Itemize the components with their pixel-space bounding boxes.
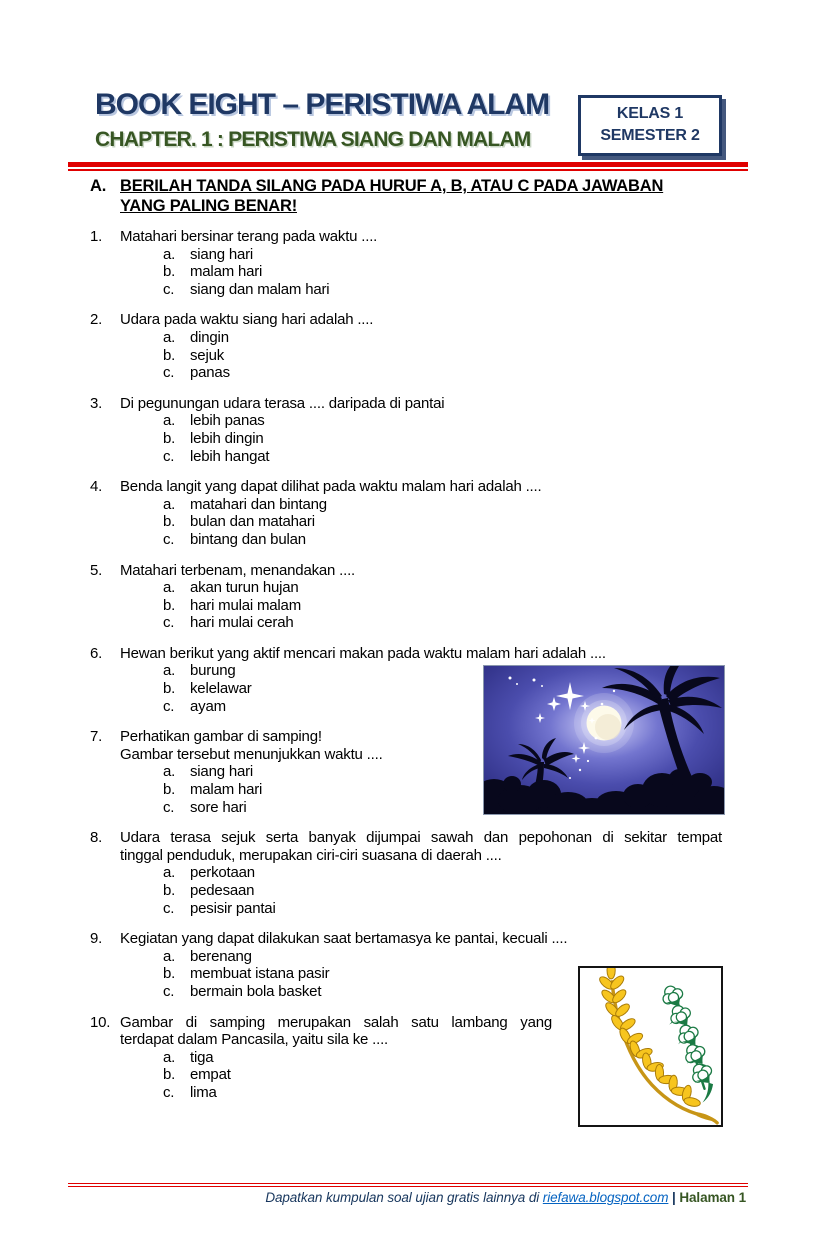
option-b: [163, 347, 722, 365]
options-list: [163, 579, 722, 632]
options-list: [163, 329, 722, 382]
option-c: [163, 531, 722, 549]
option-text: lebih hangat: [190, 447, 270, 465]
option-text: dingin: [190, 328, 229, 346]
option-letter: b.: [163, 263, 176, 281]
question-text-line2: tinggal penduduk, merupakan ciri-ciri suasana di daerah ....: [120, 846, 502, 864]
badge-class: KELAS 1: [616, 105, 684, 122]
section-instruction-line1: BERILAH TANDA SILANG PADA HURUF A, B, ATAU C PADA JAWABAN: [120, 177, 664, 195]
question-1: [90, 228, 722, 298]
option-text: malam hari: [190, 263, 263, 281]
option-letter: b.: [163, 429, 176, 447]
option-text: empat: [190, 1066, 231, 1084]
section-a-heading: [90, 176, 722, 216]
option-text: ayam: [190, 697, 226, 715]
section-instruction: [120, 176, 663, 216]
option-letter: a.: [163, 763, 176, 781]
question-number: 6.: [90, 644, 103, 662]
option-text: pedesaan: [190, 882, 255, 899]
question-number: 9.: [90, 930, 103, 948]
option-letter: b.: [163, 965, 176, 983]
option-a: [163, 496, 722, 514]
question-text-line1: Gambar di samping merupakan salah satu lambang yang: [120, 1013, 552, 1031]
option-letter: c.: [163, 280, 175, 298]
question-number: 2.: [90, 311, 103, 329]
option-a: [163, 864, 722, 882]
question-number: 5.: [90, 561, 103, 579]
chapter-title: CHAPTER. 1 : PERISTIWA SIANG DAN MALAM: [95, 128, 531, 151]
night-scene-image: [483, 665, 725, 815]
option-letter: a.: [163, 328, 176, 346]
option-text: berenang: [190, 947, 252, 965]
class-semester-badge: [578, 95, 722, 156]
pancasila-padi-kapas-image: [578, 966, 723, 1127]
option-letter: c.: [163, 1083, 175, 1101]
footer-text: Dapatkan kumpulan soal ujian gratis lainnya di: [265, 1190, 543, 1205]
option-text: membuat istana pasir: [190, 965, 330, 983]
question-body: [120, 228, 722, 298]
question-text: Hewan berikut yang aktif mencari makan pada waktu malam hari adalah ....: [120, 644, 606, 662]
option-b: [163, 430, 722, 448]
question-body: [120, 829, 722, 917]
options-list: [163, 864, 722, 917]
option-text: sore hari: [190, 798, 247, 816]
question-number: 8.: [90, 829, 103, 847]
question-body: [120, 311, 722, 381]
question-body: [120, 395, 722, 465]
section-label: A.: [90, 177, 107, 195]
option-letter: a.: [163, 947, 176, 965]
question-text: Benda langit yang dapat dilihat pada waktu malam hari adalah ....: [120, 478, 542, 496]
question-5: [90, 562, 722, 632]
question-text: Udara pada waktu siang hari adalah ....: [120, 311, 374, 329]
question-text-line2: terdapat dalam Pancasila, yaitu sila ke ....: [120, 1031, 389, 1049]
question-2: [90, 311, 722, 381]
option-text: sejuk: [190, 346, 225, 364]
option-text: kelelawar: [190, 680, 252, 698]
option-b: [163, 882, 722, 900]
option-text: bermain bola basket: [190, 982, 322, 1000]
option-text: burung: [190, 662, 236, 680]
option-a: [163, 246, 722, 264]
option-text: lima: [190, 1083, 217, 1101]
question-4: [90, 478, 722, 548]
footer-blog-link[interactable]: riefawa.blogspot.com: [542, 1190, 669, 1205]
option-letter: c.: [163, 447, 175, 465]
question-8: [90, 829, 722, 917]
option-letter: b.: [163, 680, 176, 698]
option-text: hari mulai cerah: [190, 614, 294, 632]
option-text: pesisir pantai: [190, 899, 276, 917]
question-body: [120, 562, 722, 632]
option-text: hari mulai malam: [190, 596, 301, 614]
option-b: [163, 513, 722, 531]
option-letter: b.: [163, 346, 176, 364]
option-letter: a.: [163, 864, 176, 882]
footer: [68, 1190, 746, 1205]
badge-semester: SEMESTER 2: [600, 126, 700, 144]
option-letter: c.: [163, 899, 175, 917]
option-letter: a.: [163, 245, 176, 263]
question-number: 1.: [90, 228, 103, 245]
option-letter: a.: [163, 495, 176, 513]
option-text: matahari dan bintang: [190, 495, 327, 513]
option-text: perkotaan: [190, 864, 255, 882]
option-text: bintang dan bulan: [190, 530, 306, 548]
option-letter: a.: [163, 412, 176, 430]
option-text: tiga: [190, 1048, 214, 1066]
question-number: 7.: [90, 728, 103, 746]
option-c: [163, 448, 722, 466]
question-number: 4.: [90, 478, 103, 496]
question-text: Matahari bersinar terang pada waktu ....: [120, 228, 378, 245]
option-letter: c.: [163, 530, 175, 548]
header-divider: [68, 162, 748, 171]
option-text: siang hari: [190, 763, 254, 781]
option-c: [163, 900, 722, 918]
book-title: BOOK EIGHT – PERISTIWA ALAM: [95, 88, 550, 121]
option-letter: c.: [163, 697, 175, 715]
option-letter: b.: [163, 513, 176, 531]
option-letter: a.: [163, 1048, 176, 1066]
option-text: panas: [190, 364, 230, 382]
option-letter: c.: [163, 982, 175, 1000]
option-text: bulan dan matahari: [190, 513, 315, 531]
option-text: lebih dingin: [190, 429, 264, 447]
question-body: [120, 478, 722, 548]
question-number: 3.: [90, 394, 103, 412]
option-letter: a.: [163, 662, 176, 680]
option-b: [163, 263, 722, 281]
footer-divider: [68, 1183, 748, 1187]
option-letter: c.: [163, 798, 175, 816]
option-b: [163, 597, 722, 615]
question-text: Matahari terbenam, menandakan ....: [120, 561, 356, 579]
option-letter: c.: [163, 614, 175, 632]
option-a: [163, 579, 722, 597]
options-list: [163, 412, 722, 465]
question-3: [90, 395, 722, 465]
question-number: 10.: [90, 1013, 111, 1031]
option-c: [163, 614, 722, 632]
footer-page-number: Halaman 1: [679, 1190, 746, 1205]
option-letter: b.: [163, 596, 176, 614]
option-text: lebih panas: [190, 412, 265, 430]
option-letter: c.: [163, 364, 175, 382]
option-c: [163, 281, 722, 299]
option-letter: b.: [163, 781, 176, 799]
question-text-line2: Gambar tersebut menunjukkan waktu ....: [120, 745, 383, 763]
option-letter: b.: [163, 882, 176, 899]
option-letter: a.: [163, 579, 176, 597]
question-text: Di pegunungan udara terasa .... daripada di pantai: [120, 394, 445, 412]
section-instruction-line2: YANG PALING BENAR!: [120, 197, 297, 215]
option-text: siang hari: [190, 245, 254, 263]
option-letter: b.: [163, 1066, 176, 1084]
options-list: [163, 246, 722, 299]
option-a: [163, 412, 722, 430]
option-c: [163, 364, 722, 382]
question-text-line1: Perhatikan gambar di samping!: [120, 728, 322, 746]
question-text: Kegiatan yang dapat dilakukan saat bertamasya ke pantai, kecuali ....: [120, 930, 568, 948]
option-a: [163, 948, 722, 966]
option-text: malam hari: [190, 781, 263, 799]
option-text: siang dan malam hari: [190, 280, 330, 298]
footer-separator: |: [668, 1190, 680, 1205]
options-list: [163, 496, 722, 549]
option-a: [163, 329, 722, 347]
option-text: akan turun hujan: [190, 579, 299, 597]
question-text-line1: Udara terasa sejuk serta banyak dijumpai sawah dan pepohonan di sekitar tempat: [120, 829, 722, 847]
